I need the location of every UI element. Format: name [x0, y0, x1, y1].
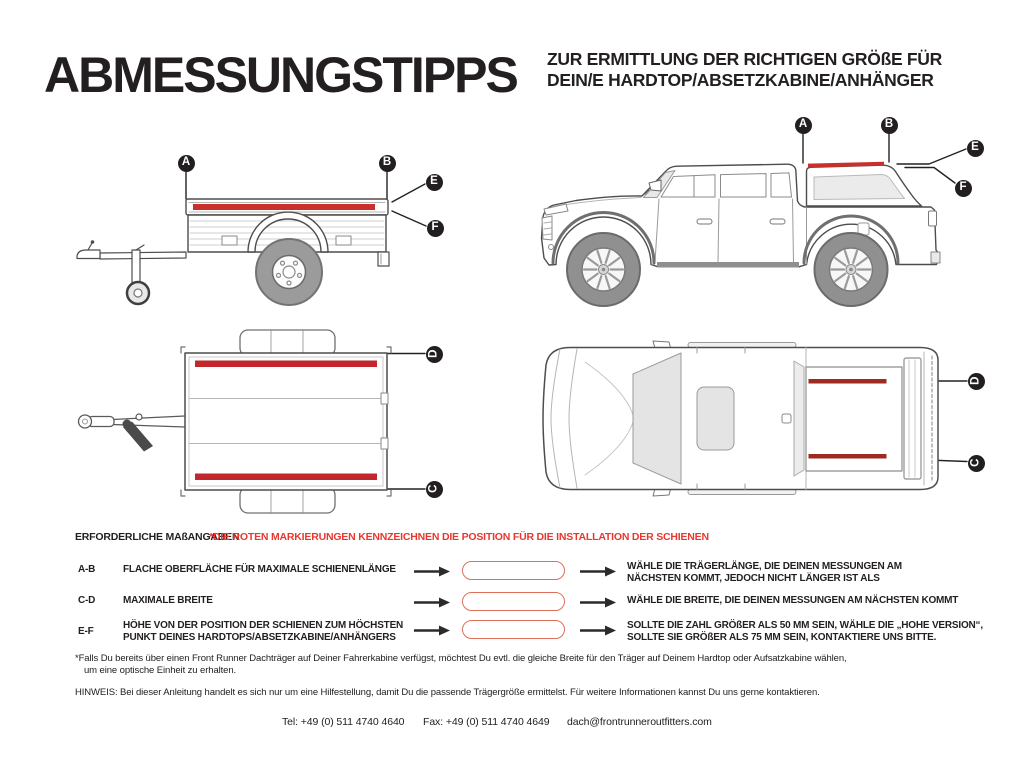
marker-b-trailer-side: B: [379, 155, 396, 172]
subtitle-line-2: DEIN/E HARDTOP/ABSETZKABINE/ANHÄNGER: [547, 69, 934, 90]
rail-marking-trailer-top-2: [195, 474, 377, 481]
footnote-asterisk-line-2: um eine optische Einheit zu erhalten.: [84, 665, 237, 676]
marker-f-truck-side: F: [955, 180, 972, 197]
truck-side-view: [542, 134, 967, 306]
measure-label: HÖHE VON DER POSITION DER SCHIENEN ZUM HÖCHSTEN PUNKT DEINES HARDTOPS/ABSETZKABINE/ANHÄNGERS: [123, 620, 404, 643]
measure-key: A-B: [78, 564, 96, 575]
arrow-right-icon: [414, 625, 450, 636]
rail-marking-trailer-side: [193, 204, 375, 210]
measure-row-ab: [0, 561, 1024, 587]
marker-c-trailer-top: C: [426, 481, 443, 498]
truck-top-view: [543, 341, 967, 496]
page-title: ABMESSUNGSTIPPS: [44, 47, 517, 103]
footnote-asterisk-line-1: *Falls Du bereits über einen Front Runner Dachträger auf Deiner Fahrerkabine verfügst, möchtest Du evtl. die gleiche Breite für den Träger auf Deinem Hardtop oder Aufsatzkabine wählen,: [75, 653, 847, 664]
measure-result: WÄHLE DIE BREITE, DIE DEINEN MESSUNGEN AM NÄCHSTEN KOMMT: [627, 595, 959, 606]
arrow-right-icon: [414, 566, 450, 577]
subtitle-line-1: ZUR ERMITTLUNG DER RICHTIGEN GRÖßE FÜR: [547, 49, 942, 69]
trailer-side-view: [77, 172, 426, 305]
measurements-heading: ERFORDERLICHE MAßANGABEN: [75, 531, 240, 543]
marker-d-truck-top: D: [968, 373, 985, 390]
arrow-right-icon: [414, 597, 450, 608]
measure-key: C-D: [78, 595, 96, 606]
arrow-right-icon: [580, 597, 616, 608]
arrow-right-icon: [580, 566, 616, 577]
marker-a-truck-side: A: [795, 117, 812, 134]
measurement-input-pill-ef[interactable]: [462, 620, 565, 639]
marker-b-truck-side: B: [881, 117, 898, 134]
measure-label: FLACHE OBERFLÄCHE FÜR MAXIMALE SCHIENENLÄNGE: [123, 564, 396, 575]
trailer-top-view: [79, 330, 426, 513]
arrow-right-icon: [580, 625, 616, 636]
measurements-red-note: *DIE ROTEN MARKIERUNGEN KENNZEICHNEN DIE POSITION FÜR DIE INSTALLATION DER SCHIENEN: [209, 531, 709, 543]
rail-marking-truck-top-2: [809, 454, 887, 459]
truck-front-wheel: [567, 233, 640, 306]
truck-rear-wheel: [815, 233, 888, 306]
contact-email: dach@frontrunneroutfitters.com: [567, 716, 712, 728]
rail-marking-truck-top-1: [809, 379, 887, 384]
marker-a-trailer-side: A: [178, 155, 195, 172]
measurement-input-pill-cd[interactable]: [462, 592, 565, 611]
marker-e-truck-side: E: [967, 140, 984, 157]
measurement-input-pill-ab[interactable]: [462, 561, 565, 580]
marker-e-trailer-side: E: [426, 174, 443, 191]
rail-marking-trailer-top-1: [195, 361, 377, 368]
measure-row-ef: [0, 620, 1024, 646]
marker-c-truck-top: C: [968, 455, 985, 472]
marker-f-trailer-side: F: [427, 220, 444, 237]
measure-result: WÄHLE DIE TRÄGERLÄNGE, DIE DEINEN MESSUNGEN AM NÄCHSTEN KOMMT, JEDOCH NICHT LÄNGER IST ALS: [627, 561, 902, 584]
footnote-hinweis: HINWEIS: Bei dieser Anleitung handelt es sich nur um eine Hilfestellung, damit Du die passende Trägergröße ermittelst. Für weitere Informationen kannst Du uns gerne kontaktieren.: [75, 687, 820, 698]
trailer-top-leader-lines: [388, 354, 425, 490]
marker-d-trailer-top: D: [426, 346, 443, 363]
measure-key: E-F: [78, 626, 94, 637]
measure-row-cd: [0, 592, 1024, 618]
measure-result: SOLLTE DIE ZAHL GRÖßER ALS 50 MM SEIN, WÄHLE DIE „HOHE VERSION“, SOLLTE SIE GRÖßER ALS 75 MM SEIN, KONTAKTIERE UNS BITTE.: [627, 620, 983, 643]
contact-tel: Tel: +49 (0) 511 4740 4640: [282, 716, 405, 728]
measure-label: MAXIMALE BREITE: [123, 595, 213, 606]
contact-fax: Fax: +49 (0) 511 4740 4649: [423, 716, 550, 728]
